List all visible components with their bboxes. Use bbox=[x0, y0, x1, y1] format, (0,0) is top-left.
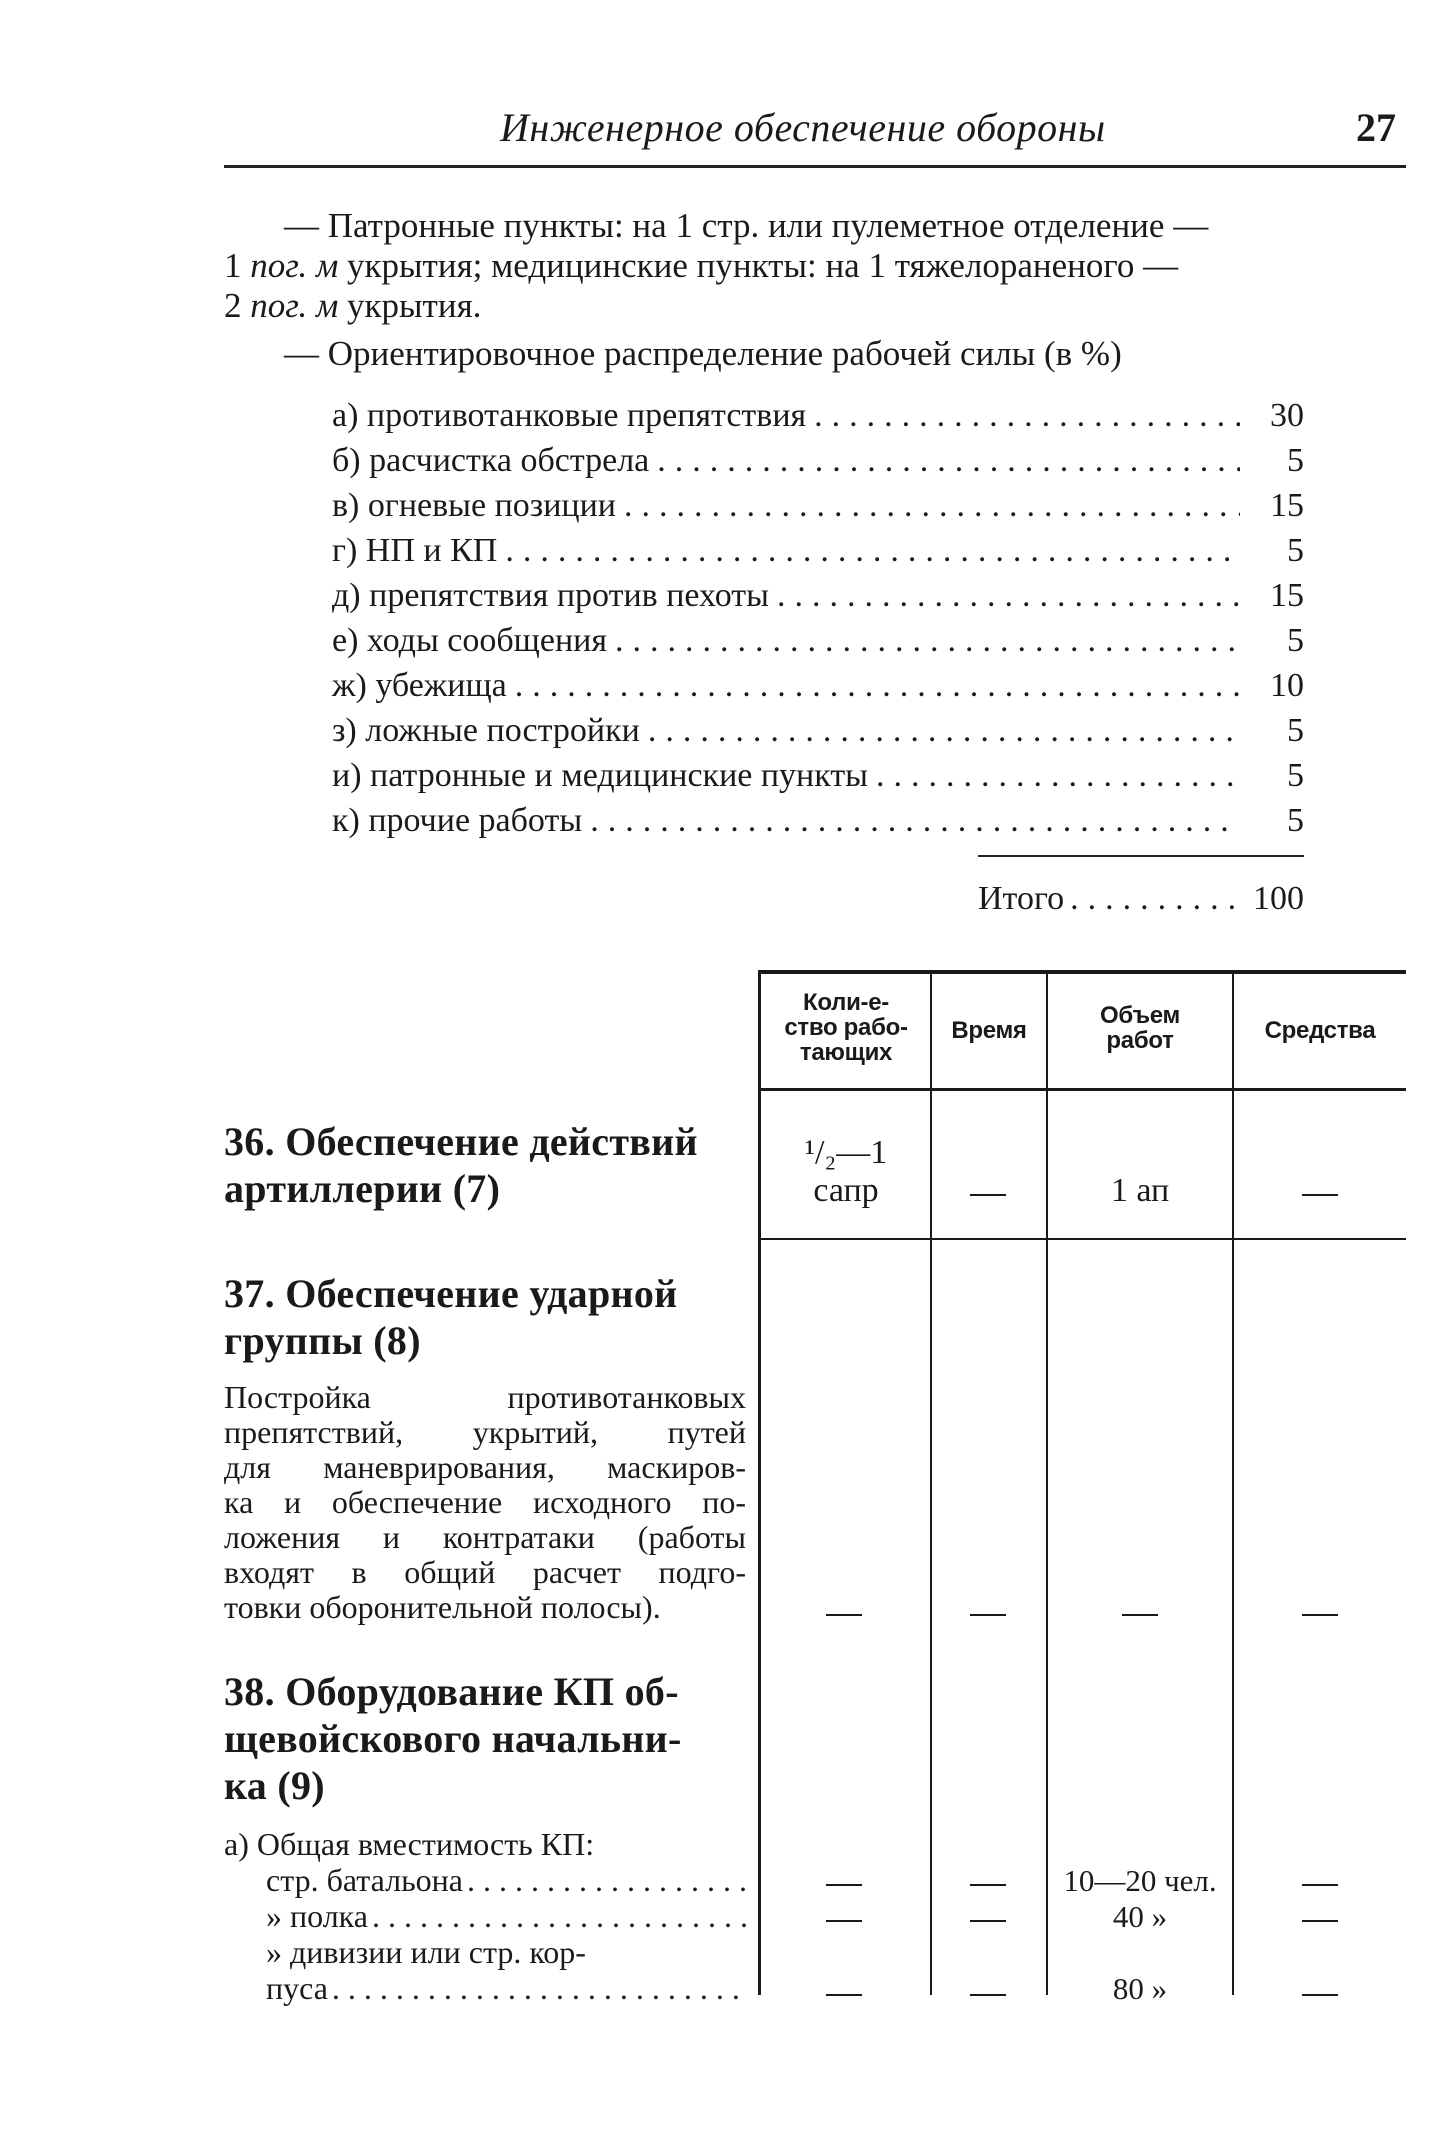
capacity-label-battalion: стр. батальона bbox=[266, 1862, 463, 1898]
distribution-item bbox=[332, 615, 1304, 660]
distribution-item-label: ж) убежища bbox=[332, 667, 507, 704]
sum-rule bbox=[978, 855, 1304, 857]
distribution-item-value: 5 bbox=[1287, 442, 1304, 479]
intro-line-3 bbox=[224, 286, 1406, 326]
section-37-body-line: товки оборонительной полосы). bbox=[224, 1589, 661, 1625]
running-title: Инженерное обеспечение обороны bbox=[500, 105, 1106, 150]
distribution-item bbox=[332, 705, 1304, 750]
distribution-item bbox=[332, 750, 1304, 795]
intro-num-1: 1 bbox=[224, 246, 242, 285]
intro-paragraph bbox=[224, 206, 1406, 326]
distribution-item bbox=[332, 570, 1304, 615]
intro-line-2 bbox=[224, 246, 1406, 286]
section-38-heading-line-2: щевойскового начальни- bbox=[224, 1716, 682, 1761]
leader-dots bbox=[624, 487, 1240, 525]
distribution-item bbox=[332, 660, 1304, 705]
section-37-volume-dash bbox=[1122, 1614, 1158, 1616]
regiment-time-dash bbox=[970, 1920, 1006, 1922]
section-38-heading-line-1: 38. Оборудование КП об- bbox=[224, 1669, 679, 1714]
capacity-row-regiment bbox=[266, 1898, 752, 1934]
leader-dots bbox=[657, 442, 1240, 480]
distribution-item-label: а) противотанковые препятствия bbox=[332, 397, 807, 434]
distribution-item-value: 30 bbox=[1270, 397, 1304, 434]
intro-text-3: укрытия. bbox=[347, 286, 482, 325]
regiment-means-dash bbox=[1302, 1920, 1338, 1922]
section-37-time-dash bbox=[970, 1614, 1006, 1616]
section-36-heading bbox=[224, 1118, 754, 1212]
distribution-item-value: 5 bbox=[1287, 622, 1304, 659]
section-38-heading-line-3: ка (9) bbox=[224, 1763, 325, 1808]
distribution-item-label: к) прочие работы bbox=[332, 802, 583, 839]
capacity-dots-regiment bbox=[372, 1898, 748, 1934]
section-36-workers-line-2: сапр bbox=[813, 1172, 879, 1209]
section-37-body bbox=[224, 1380, 746, 1625]
section-37-body-line: Постройка противотанковых bbox=[224, 1379, 746, 1415]
battalion-volume: 10—20 чел. bbox=[1063, 1863, 1217, 1898]
leader-dots bbox=[814, 397, 1240, 435]
capacity-dots-battalion bbox=[467, 1862, 748, 1898]
leader-dots bbox=[515, 667, 1240, 705]
section-37-heading bbox=[224, 1270, 754, 1364]
header-volume-line-2: работ bbox=[1106, 1027, 1174, 1054]
total-value: 100 bbox=[1253, 880, 1304, 917]
section-36-workers bbox=[762, 1134, 930, 1210]
section-36-time-dash bbox=[970, 1194, 1006, 1196]
distribution-item-label: и) патронные и медицинские пункты bbox=[332, 757, 869, 794]
intro-num-2: 2 bbox=[224, 286, 242, 325]
header-workers-line-2: ство рабо- bbox=[784, 1014, 908, 1041]
distribution-item bbox=[332, 795, 1304, 840]
division-workers-dash bbox=[826, 1994, 862, 1996]
section-38-subtitle: а) Общая вместимость КП: bbox=[224, 1826, 595, 1862]
leader-dots bbox=[615, 622, 1240, 660]
section-37-body-line: для маневрирования, маскиров- bbox=[224, 1449, 746, 1485]
section-37-workers-dash bbox=[826, 1614, 862, 1616]
section-37-means-dash bbox=[1302, 1614, 1338, 1616]
distribution-item bbox=[332, 480, 1304, 525]
section-37-heading-line-1: 37. Обеспечение ударной bbox=[224, 1271, 678, 1316]
intro-unit-2: пог. м bbox=[250, 286, 339, 325]
section-36-means-dash bbox=[1302, 1194, 1338, 1196]
header-volume-line-1: Объем bbox=[1100, 1002, 1180, 1029]
section-37-body-line: препятствий, укрытий, путей bbox=[224, 1414, 746, 1450]
total-label: Итого bbox=[978, 880, 1065, 917]
distribution-item-value: 10 bbox=[1270, 667, 1304, 704]
leader-dots bbox=[505, 532, 1240, 570]
battalion-workers-dash bbox=[826, 1884, 862, 1886]
header-workers-line-1: Коли-е- bbox=[803, 989, 889, 1016]
division-time-dash bbox=[970, 1994, 1006, 1996]
intro-text-2: укрытия; медицинские пункты: на 1 тяжелораненого — bbox=[347, 246, 1179, 285]
capacity-row-division-2 bbox=[266, 1970, 752, 2006]
section-37-body-line: ка и обеспечение исходного по- bbox=[224, 1484, 746, 1520]
table-col-divider-1 bbox=[930, 972, 932, 1995]
header-means: Средства bbox=[1264, 1017, 1376, 1044]
distribution-item-value: 5 bbox=[1287, 802, 1304, 839]
distribution-item bbox=[332, 525, 1304, 570]
capacity-row-battalion bbox=[266, 1862, 752, 1898]
capacity-label-division-2: пуса bbox=[266, 1970, 328, 2006]
intro-unit-1: пог. м bbox=[250, 246, 339, 285]
capacity-dots-division bbox=[332, 1970, 748, 2006]
distribution-item-value: 15 bbox=[1270, 577, 1304, 614]
battalion-time-dash bbox=[970, 1884, 1006, 1886]
leader-dots bbox=[777, 577, 1240, 615]
distribution-item-value: 5 bbox=[1287, 532, 1304, 569]
distribution-item-label: е) ходы сообщения bbox=[332, 622, 607, 659]
distribution-item-value: 15 bbox=[1270, 487, 1304, 524]
section-36-heading-line-1: 36. Обеспечение действий bbox=[224, 1119, 698, 1164]
header-rule bbox=[224, 165, 1406, 168]
distribution-item bbox=[332, 435, 1304, 480]
section-37-body-line: ложения и контратаки (работы bbox=[224, 1519, 746, 1555]
battalion-means-dash bbox=[1302, 1884, 1338, 1886]
capacity-row-division-1 bbox=[266, 1934, 752, 1970]
leader-dots bbox=[590, 802, 1240, 840]
distribution-list bbox=[332, 390, 1304, 840]
header-time: Время bbox=[951, 1017, 1027, 1044]
section-36-volume: 1 ап bbox=[1110, 1172, 1170, 1209]
section-36-workers-line-1: ¹/₂—1 bbox=[804, 1134, 888, 1171]
capacity-label-regiment: » полка bbox=[266, 1898, 368, 1934]
distribution-item-value: 5 bbox=[1287, 712, 1304, 749]
section-38-heading bbox=[224, 1668, 754, 1809]
header-workers bbox=[762, 990, 930, 1065]
header-volume bbox=[1048, 1003, 1232, 1053]
leader-dots bbox=[648, 712, 1240, 750]
table-top-rule bbox=[758, 970, 1406, 974]
table-col-divider-2 bbox=[1046, 972, 1048, 1995]
distribution-item-label: г) НП и КП bbox=[332, 532, 498, 569]
regiment-volume: 40 » bbox=[1112, 1899, 1168, 1934]
table-row36-bottom-rule bbox=[758, 1238, 1406, 1240]
header-workers-line-3: тающих bbox=[799, 1039, 893, 1066]
section-37-heading-line-2: группы (8) bbox=[224, 1318, 421, 1363]
table-col-divider-3 bbox=[1232, 972, 1234, 1995]
regiment-workers-dash bbox=[826, 1920, 862, 1922]
distribution-item-value: 5 bbox=[1287, 757, 1304, 794]
distribution-item-label: б) расчистка обстрела bbox=[332, 442, 650, 479]
distribution-title: — Ориентировочное распределение рабочей силы (в %) bbox=[284, 334, 1122, 373]
intro-text-1: — Патронные пункты: на 1 стр. или пулеметное отделение — bbox=[284, 206, 1209, 245]
division-means-dash bbox=[1302, 1994, 1338, 1996]
distribution-item-label: з) ложные постройки bbox=[332, 712, 640, 749]
table-header-bottom-rule bbox=[758, 1088, 1406, 1091]
division-volume: 80 » bbox=[1112, 1971, 1168, 2006]
page-number: 27 bbox=[1356, 105, 1396, 150]
capacity-label-division-1: » дивизии или стр. кор- bbox=[266, 1934, 586, 1970]
section-37-body-line: входят в общий расчет подго- bbox=[224, 1554, 746, 1590]
leader-dots bbox=[876, 757, 1240, 795]
distribution-item-label: в) огневые позиции bbox=[332, 487, 617, 524]
distribution-item-label: д) препятствия против пехоты bbox=[332, 577, 770, 614]
section-36-heading-line-2: артиллерии (7) bbox=[224, 1166, 501, 1211]
distribution-item bbox=[332, 390, 1304, 435]
table-left-border bbox=[758, 970, 761, 1995]
intro-line-1 bbox=[224, 206, 1406, 246]
total-row bbox=[978, 880, 1304, 918]
total-dots bbox=[1070, 880, 1242, 918]
